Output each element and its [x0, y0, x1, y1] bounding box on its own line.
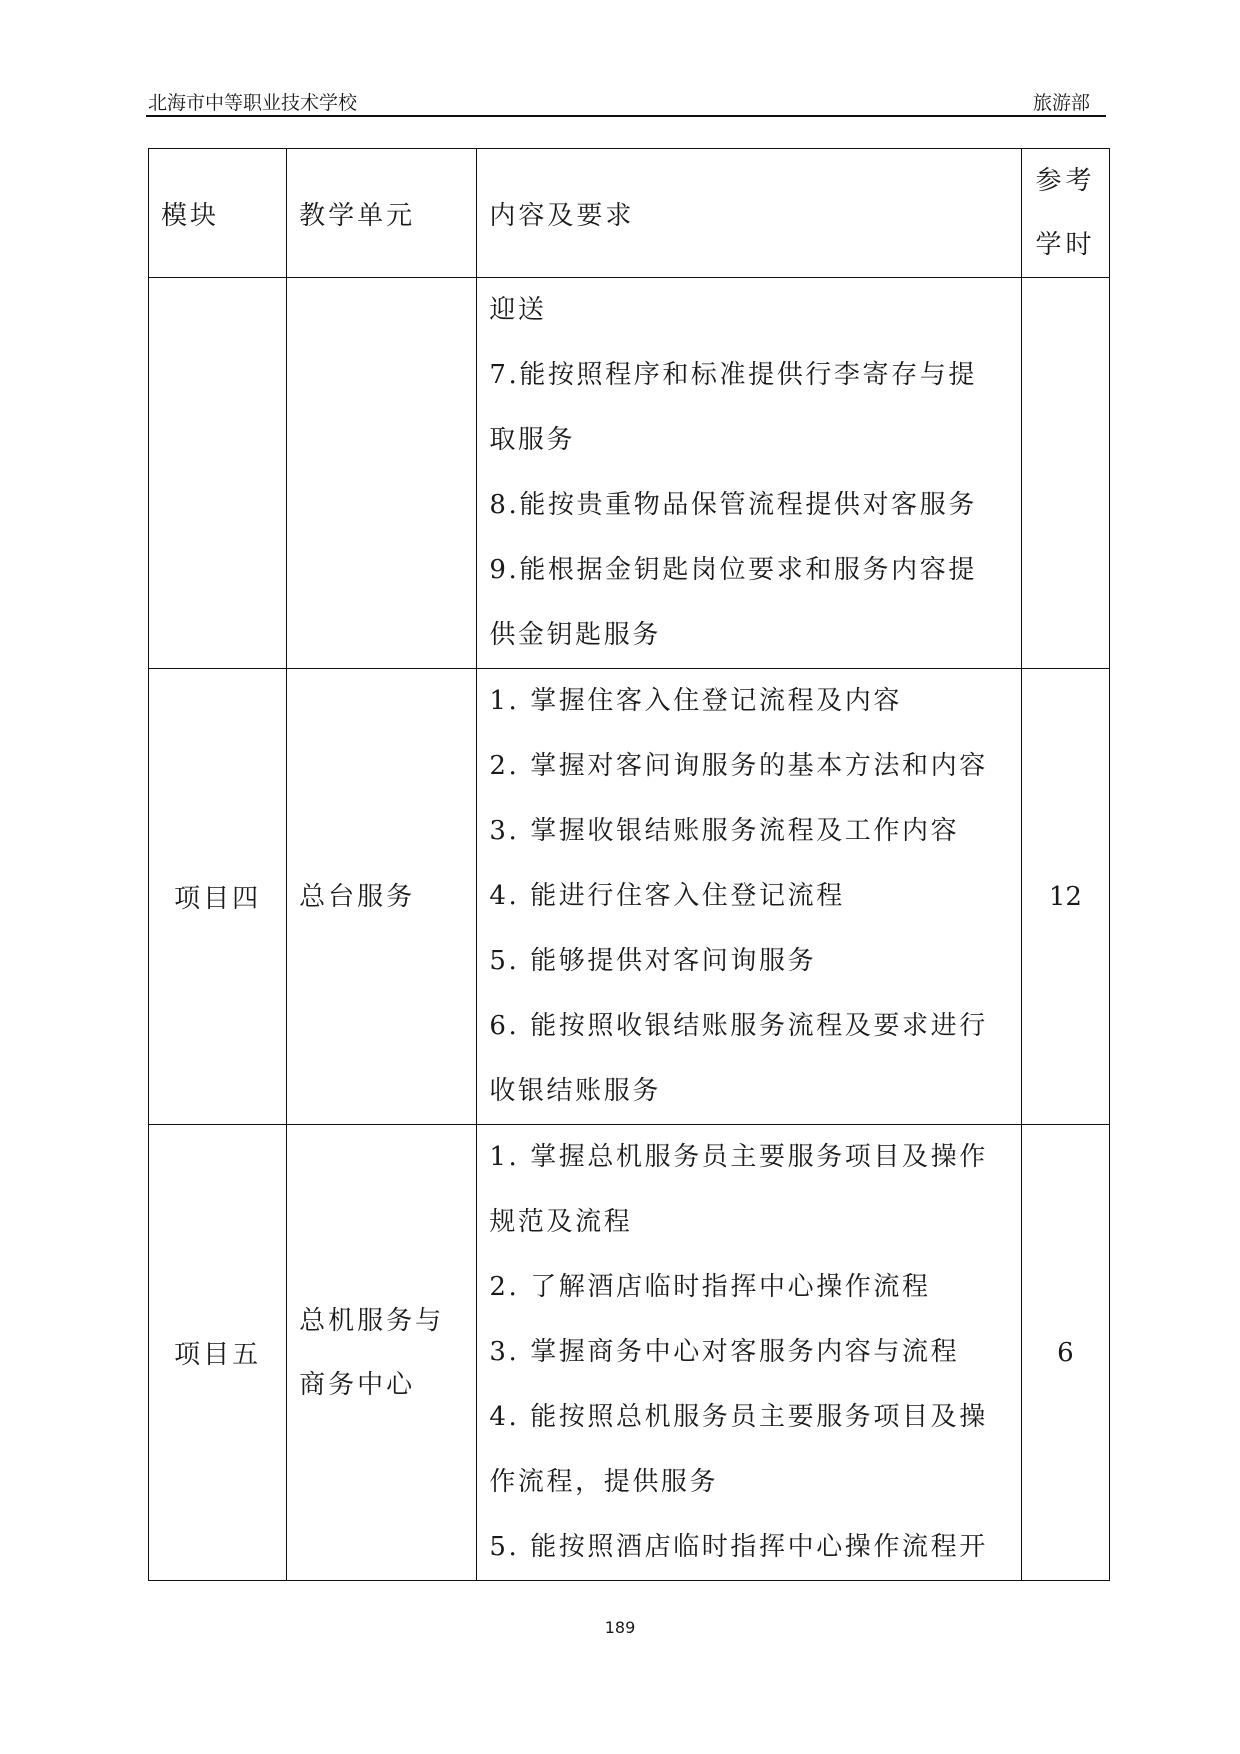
content-line: 9.能根据金钥匙岗位要求和服务内容提 — [489, 555, 977, 585]
content-line: 收银结账服务 — [489, 1076, 661, 1106]
content-line: 5. 能够提供对客问询服务 — [489, 946, 817, 976]
unit-cell: 总台服务 — [287, 669, 477, 1125]
module-cell: 项目五 — [149, 1125, 287, 1581]
content-line: 规范及流程 — [489, 1207, 633, 1237]
content-line: 取服务 — [489, 425, 576, 455]
content-line: 3. 掌握收银结账服务流程及工作内容 — [489, 816, 960, 846]
hours-cell — [1021, 278, 1109, 669]
header-rule — [146, 115, 1106, 117]
content-line: 2. 了解酒店临时指挥中心操作流程 — [489, 1272, 931, 1302]
syllabus-table — [148, 148, 1110, 1581]
page-number: 189 — [604, 1618, 636, 1637]
header-hours — [1021, 149, 1109, 278]
unit-line: 商务中心 — [299, 1369, 416, 1400]
school-name: 北海市中等职业技术学校 — [148, 92, 358, 114]
content-line: 4. 能按照总机服务员主要服务项目及操 — [489, 1402, 988, 1432]
header-hours-line2: 学时 — [1035, 230, 1096, 260]
module-cell — [149, 278, 287, 669]
content-line: 7.能按照程序和标准提供行李寄存与提 — [489, 360, 977, 390]
content-line: 2. 掌握对客问询服务的基本方法和内容 — [489, 751, 988, 781]
content-line: 3. 掌握商务中心对客服务内容与流程 — [489, 1337, 960, 1367]
unit-line: 总机服务与 — [299, 1305, 445, 1336]
content-line: 迎送 — [489, 295, 547, 325]
content-line: 供金钥匙服务 — [489, 620, 661, 650]
table-row — [149, 1125, 1110, 1581]
unit-cell — [287, 278, 477, 669]
content-cell — [477, 278, 1022, 669]
table-row — [149, 669, 1110, 1125]
header-unit: 教学单元 — [287, 149, 477, 278]
content-cell — [477, 669, 1022, 1125]
module-cell: 项目四 — [149, 669, 287, 1125]
content-line: 作流程，提供服务 — [489, 1467, 719, 1497]
header-hours-line1: 参考 — [1035, 166, 1096, 196]
unit-cell — [287, 1125, 477, 1581]
content-line: 1. 掌握住客入住登记流程及内容 — [489, 686, 902, 716]
hours-cell: 12 — [1021, 669, 1109, 1125]
header-content: 内容及要求 — [477, 149, 1022, 278]
table-row — [149, 278, 1110, 669]
content-cell — [477, 1125, 1022, 1581]
header-module: 模块 — [149, 149, 287, 278]
department-name: 旅游部 — [1032, 92, 1090, 114]
content-line: 5. 能按照酒店临时指挥中心操作流程开 — [489, 1532, 988, 1562]
content-line: 4. 能进行住客入住登记流程 — [489, 881, 845, 911]
content-line: 8.能按贵重物品保管流程提供对客服务 — [489, 490, 977, 520]
table-header-row — [149, 149, 1110, 278]
hours-cell: 6 — [1021, 1125, 1109, 1581]
content-line: 1. 掌握总机服务员主要服务项目及操作 — [489, 1142, 988, 1172]
content-line: 6. 能按照收银结账服务流程及要求进行 — [489, 1011, 988, 1041]
